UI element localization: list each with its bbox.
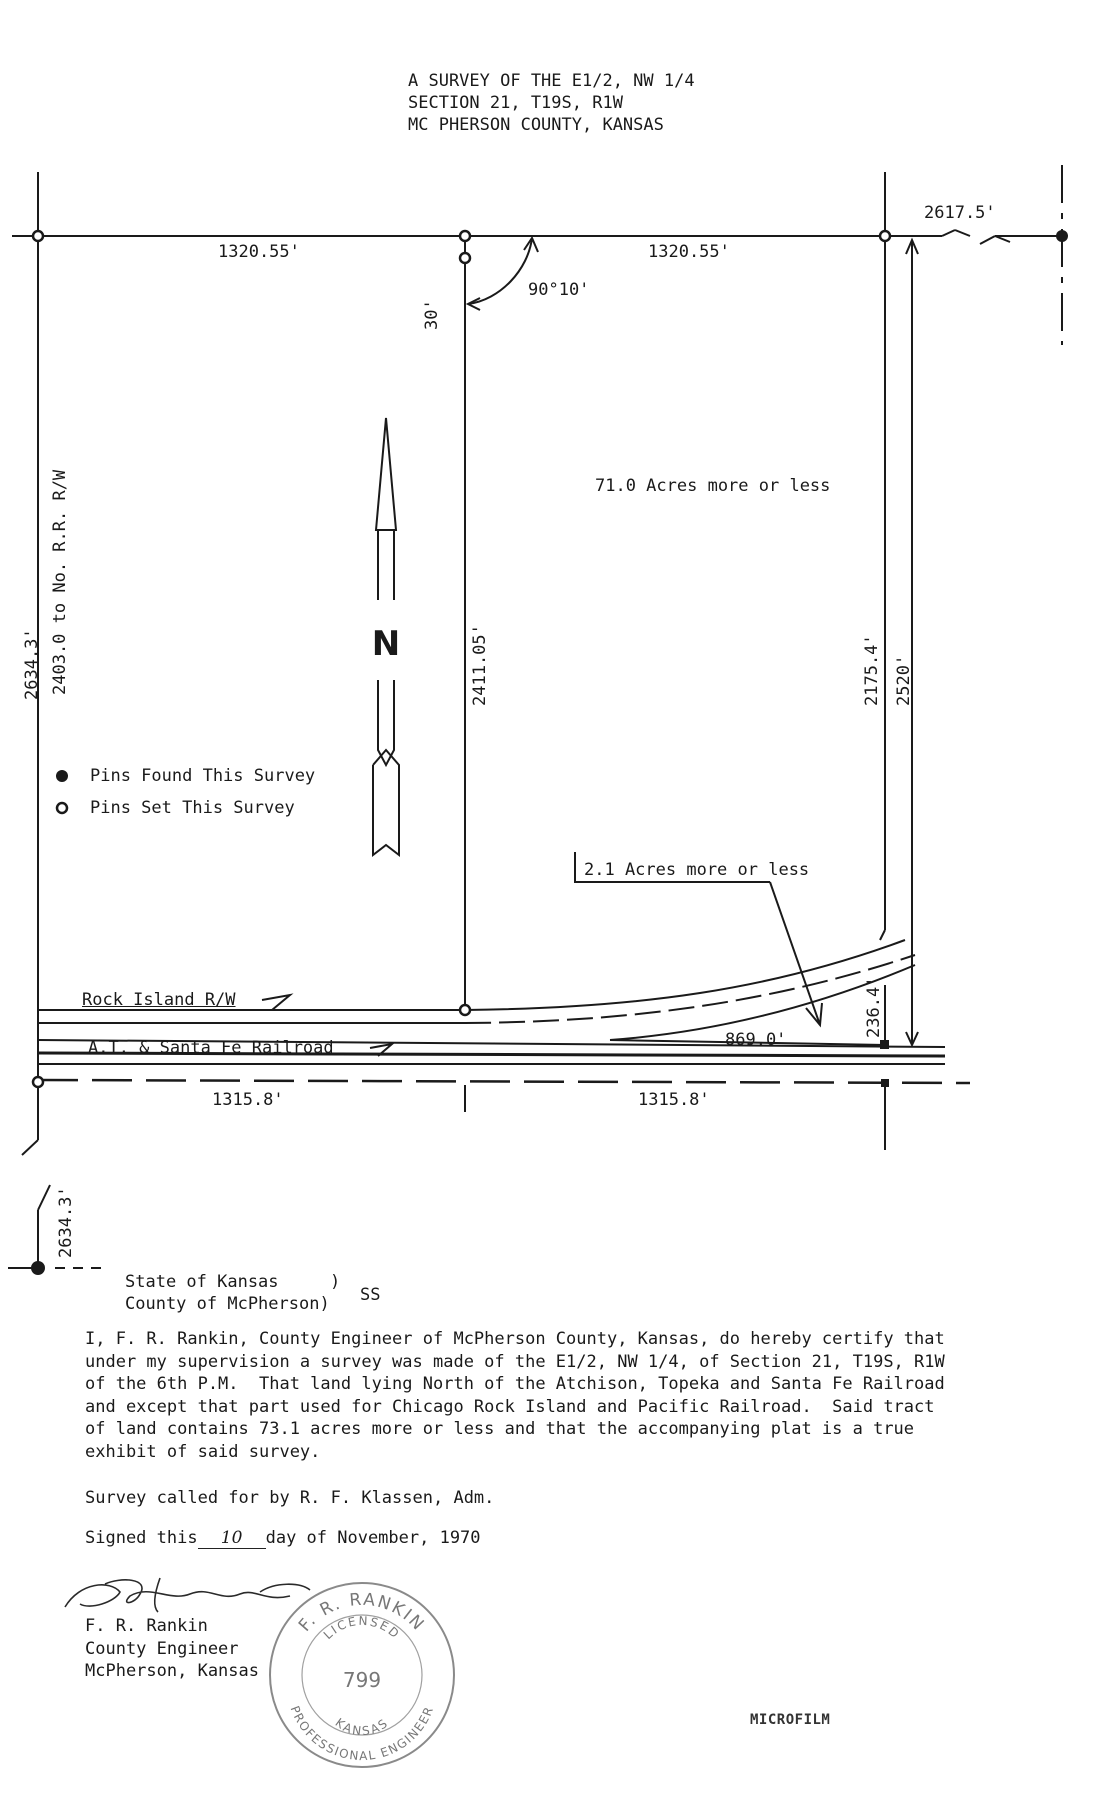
seal-top-text: F. R. RANKIN <box>294 1589 429 1636</box>
break-tick-b <box>980 236 995 244</box>
certificate-line-6: exhibit of said survey. <box>85 1441 321 1462</box>
west-to-rr-label: 2403.0 to No. R.R. R/W <box>50 469 70 695</box>
angle-label: 90°10' <box>528 280 590 300</box>
engineer-seal <box>262 1575 462 1775</box>
seal-number: 799 <box>342 1668 382 1692</box>
venue-state: State of Kansas <box>125 1272 279 1292</box>
seal-bottom-text: PROFESSIONAL ENGINEER <box>287 1703 437 1764</box>
certificate-line-2: under my supervision a survey was made of the E1/2, NW 1/4, of Section 21, T19S, R1W <box>85 1351 945 1372</box>
angle-arrow-left <box>468 298 480 310</box>
legend-found-symbol <box>56 770 68 782</box>
south-right-distance: 1315.8' <box>638 1090 710 1110</box>
pin-set-rr-mid <box>460 1005 470 1015</box>
certificate-paragraph <box>85 1328 1045 1463</box>
pin-set-ne <box>880 231 890 241</box>
legend-set-symbol <box>57 803 67 813</box>
title-line-3: MC PHERSON COUNTY, KANSAS <box>408 115 664 135</box>
east-inner-label: 2175.4' <box>862 634 882 706</box>
north-arrow-tail-upper <box>378 680 394 765</box>
rock-island-label: Rock Island R/W <box>82 990 236 1010</box>
microfilm-stamp: MICROFILM <box>750 1712 831 1728</box>
north-left-distance: 1320.55' <box>218 242 300 262</box>
signed-prefix: Signed this <box>85 1528 198 1548</box>
lower-west-break <box>38 1185 50 1210</box>
atsf-label: A.T. & Santa Fe Railroad <box>88 1038 334 1058</box>
pin-found-lower-west <box>31 1261 45 1275</box>
west-total-label: 2634.3' <box>22 628 42 700</box>
signed-line <box>85 1528 481 1549</box>
rr-offset-label: 236.4' <box>864 976 884 1038</box>
certificate-line-5: of land contains 73.1 acres more or less and that the accompanying plat is a true <box>85 1419 915 1439</box>
pin-set-sw <box>33 1077 43 1087</box>
venue-ss: SS <box>360 1285 381 1305</box>
venue-state-paren: ) <box>330 1272 341 1292</box>
title-line-2: SECTION 21, T19S, R1W <box>408 93 623 113</box>
west-break-lower <box>22 1140 38 1155</box>
marker-rr-east <box>880 1040 889 1049</box>
lower-west-label: 2634.3' <box>56 1186 76 1258</box>
break-left <box>955 230 970 236</box>
signed-suffix: day of November, 1970 <box>265 1528 481 1548</box>
rock-island-curve-top <box>465 940 905 1010</box>
rock-island-curve-center <box>465 955 915 1023</box>
acres-small-label: 2.1 Acres more or less <box>584 860 810 880</box>
south-left-distance: 1315.8' <box>212 1090 284 1110</box>
title-line-1: A SURVEY OF THE E1/2, NW 1/4 <box>408 71 695 91</box>
east-boundary-curve-join <box>880 930 885 940</box>
seal-state-text: KANSAS <box>332 1715 392 1739</box>
svg-text:KANSAS <box>333 1715 392 1738</box>
north-arrow-head <box>376 418 396 530</box>
corner-distance: 2617.5' <box>924 203 996 223</box>
rr-length-label: 869.0' <box>725 1030 787 1050</box>
signature-block <box>85 1615 259 1683</box>
east-outer-label: 2520' <box>894 654 914 706</box>
offset-30-label: 30' <box>422 299 442 330</box>
venue-county: County of McPherson) <box>125 1294 330 1314</box>
north-right-distance: 1320.55' <box>648 242 730 262</box>
marker-south-east <box>881 1079 889 1087</box>
south-section-line <box>38 1080 970 1083</box>
pin-set-nw <box>33 231 43 241</box>
certificate-line-1: I, F. R. Rankin, County Engineer of McPherson County, Kansas, do hereby certify that <box>85 1329 945 1349</box>
svg-text:LICENSED <box>321 1614 403 1642</box>
callout-leader <box>770 882 820 1025</box>
certificate-line-3: of the 6th P.M. That land lying North of the Atchison, Topeka and Santa Fe Railroad <box>85 1374 945 1394</box>
pin-found-east <box>1056 230 1068 242</box>
signer-title: County Engineer <box>85 1638 239 1659</box>
certificate-line-4: and except that part used for Chicago Rock Island and Pacific Railroad. Said tract <box>85 1396 935 1417</box>
rock-island-mark <box>262 995 290 1010</box>
angle-arc <box>468 238 532 304</box>
acres-main-label: 71.0 Acres more or less <box>595 476 831 496</box>
middle-line-label: 2411.05' <box>470 624 490 706</box>
north-letter: N <box>371 624 401 664</box>
signed-day: 10 <box>198 1528 266 1549</box>
pin-set-north-mid-offset <box>460 253 470 263</box>
signer-place: McPherson, Kansas <box>85 1661 259 1681</box>
survey-called-for: Survey called for by R. F. Klassen, Adm. <box>85 1488 495 1508</box>
signer-name: F. R. Rankin <box>85 1616 208 1636</box>
legend-set-label: Pins Set This Survey <box>90 798 295 818</box>
legend-found-label: Pins Found This Survey <box>90 766 316 786</box>
break-tick-a <box>942 230 955 236</box>
seal-licensed-text: LICENSED <box>320 1613 404 1643</box>
pin-set-north-mid <box>460 231 470 241</box>
